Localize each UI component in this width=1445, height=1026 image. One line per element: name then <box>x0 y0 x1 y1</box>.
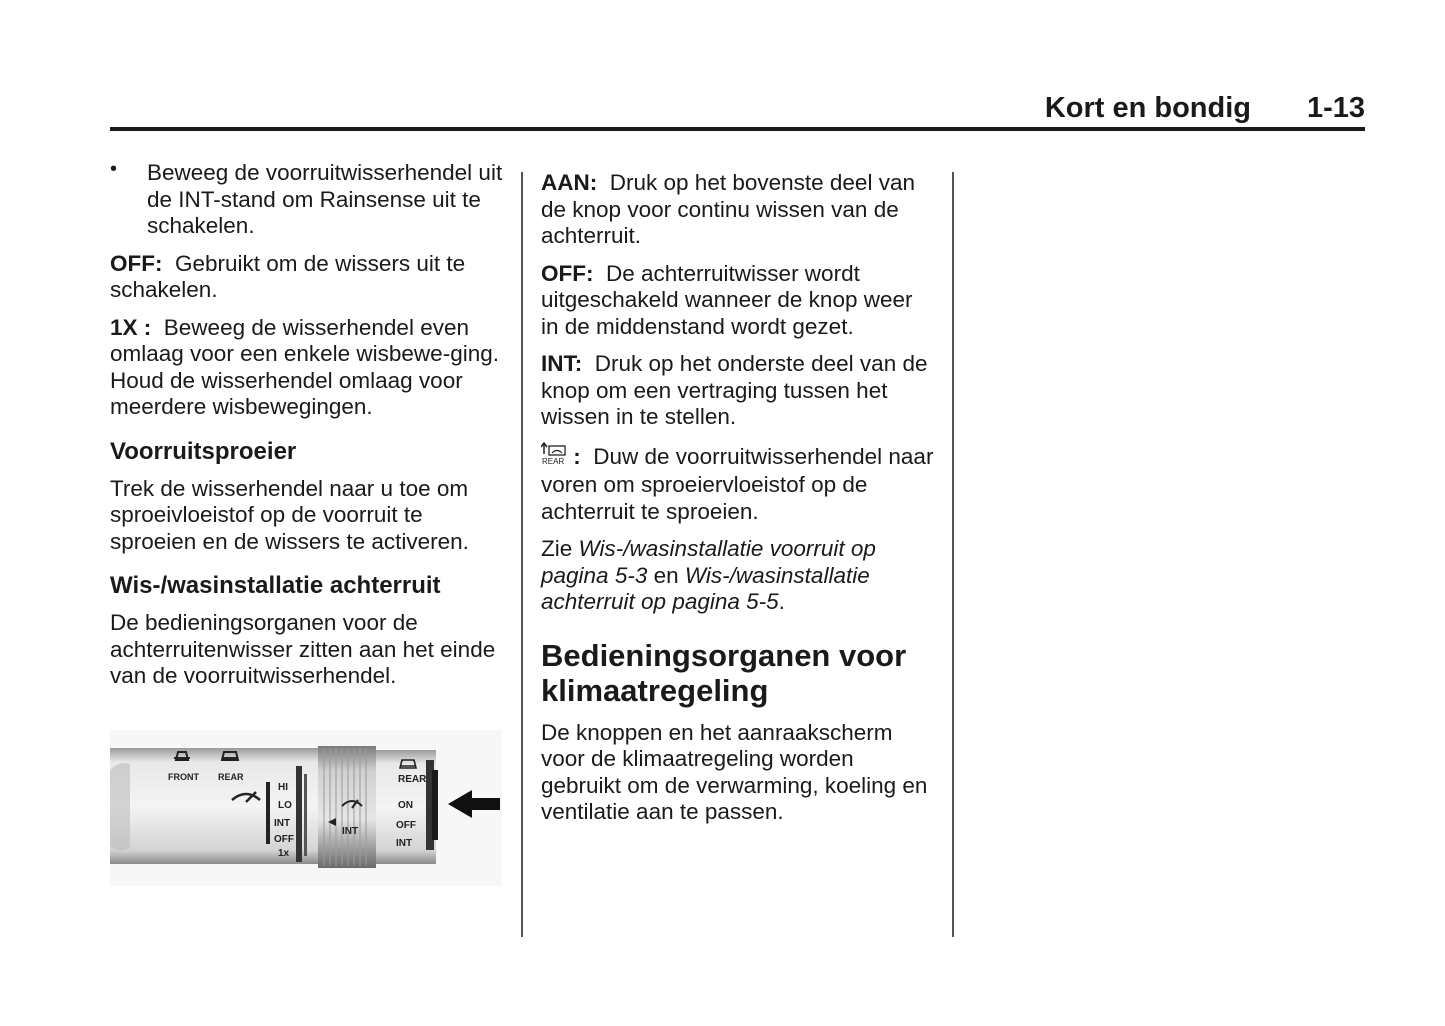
reference-paragraph <box>541 536 936 616</box>
bullet-dot: • <box>110 158 118 180</box>
fig-hi-label: HI <box>278 782 288 793</box>
fig-1x-label: 1x <box>278 848 290 859</box>
column-divider <box>952 172 954 937</box>
fig-off-label: OFF <box>274 834 294 845</box>
fig-front-label: FRONT <box>168 772 199 782</box>
washer-label: : <box>567 443 581 469</box>
off2-text: De achterruitwisser wordt uitgeschakeld wanneer de knop weer in de middenstand wordt gezet. <box>541 260 913 339</box>
fig-on-label: ON <box>398 800 413 811</box>
ref-and: en <box>647 562 685 588</box>
washer-text: Duw de voorruitwisserhendel naar voren om sproeiervloeistof op de achterruit te sproeien. <box>541 443 934 524</box>
ref-link-voorruit: Wis-/wasinstallatie voorruit op pagina 5-3 <box>541 536 876 588</box>
fig-int2-label: INT <box>342 826 359 837</box>
page-number: 1-13 <box>1306 92 1365 124</box>
fig-rear2-label: REAR <box>398 774 427 785</box>
column-left <box>110 160 505 701</box>
achter-paragraph: De bedieningsorganen voor de achterruitenwisser zitten aan het einde van de voorruitwisserhendel. <box>110 610 496 688</box>
ref-link-achterruit: Wis-/wasinstallatie achterruit op pagina 5-5 <box>541 562 870 614</box>
aan-paragraph <box>541 170 936 250</box>
ref-prefix: Zie <box>541 536 579 561</box>
fig-lo-label: LO <box>278 800 292 811</box>
onex-paragraph <box>110 315 505 421</box>
rear-icon-text: REAR <box>542 456 565 466</box>
onex-text: Beweeg de wisserhendel even omlaag voor een enkele wisbewe-ging. Houd de wisserhendel omlaag voor meerdere wisbewegingen. <box>110 314 499 419</box>
column-middle <box>541 170 936 837</box>
off-label: OFF: <box>110 250 163 276</box>
heading-voorruitsproeier: Voorruitsproeier <box>110 437 297 465</box>
section-title: Kort en bondig <box>1044 92 1251 124</box>
int-text: Druk op het onderste deel van de knop om een vertraging tussen het wissen in te stellen. <box>541 351 928 429</box>
off2-label: OFF: <box>541 260 594 286</box>
heading-achterruit: Wis-/wasinstallatie achterruit <box>110 572 441 599</box>
ref-end: . <box>778 589 785 614</box>
aan-label: AAN: <box>541 170 598 195</box>
off-text: Gebruikt om de wissers uit te schakelen. <box>110 250 466 302</box>
off-paragraph <box>110 251 505 304</box>
wiper-stalk-illustration <box>110 730 502 886</box>
rear-washer-symbol-icon <box>541 442 567 473</box>
bullet-text: Beweeg de voorruitwisserhendel uit de INT-stand om Rainsense uit te schakelen. <box>147 160 503 238</box>
fig-int-label: INT <box>274 818 291 829</box>
heading-klimaatregeling: Bedieningsorganen voor klimaatregeling <box>541 637 907 708</box>
washer-paragraph <box>541 442 936 526</box>
klimaat-paragraph: De knoppen en het aanraakscherm voor de klimaatregeling worden gebruikt om de verwarming, koeling en ventilatie aan te passen. <box>541 719 928 824</box>
page-header <box>110 88 1365 128</box>
column-divider <box>521 172 523 937</box>
bullet-item <box>110 160 505 240</box>
header-rule <box>110 127 1365 131</box>
int-label: INT: <box>541 351 583 376</box>
fig-off2-label: OFF <box>396 820 416 831</box>
aan-text: Druk op het bovenste deel van de knop voor continu wissen van de achterruit. <box>541 170 915 248</box>
fig-rear-label: REAR <box>218 772 244 782</box>
off2-paragraph <box>541 261 936 341</box>
sproeier-paragraph: Trek de wisserhendel naar u toe om sproeivloeistof op de voorruit te sproeien en de wissers te activeren. <box>110 475 469 554</box>
onex-label: 1X : <box>110 314 152 340</box>
int-paragraph <box>541 351 936 431</box>
fig-int3-label: INT <box>396 838 413 849</box>
